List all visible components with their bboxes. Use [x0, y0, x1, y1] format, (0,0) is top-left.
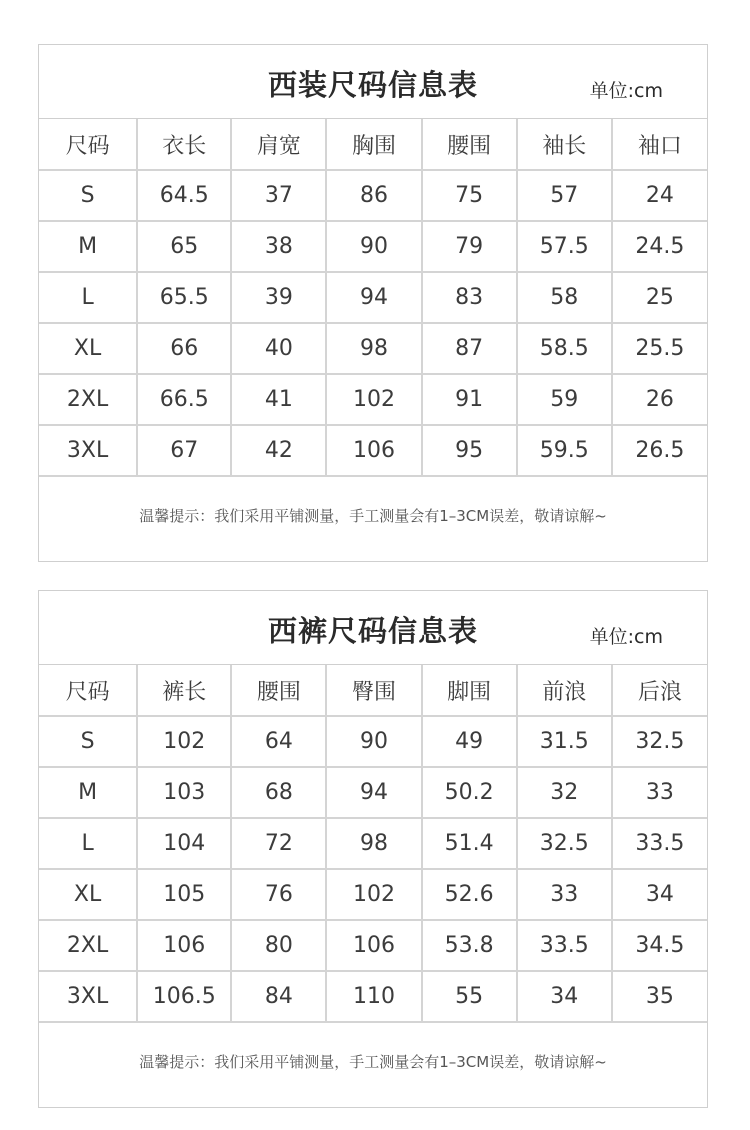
table-cell: S — [39, 716, 137, 767]
table-cell: M — [39, 221, 137, 272]
table-cell: 87 — [422, 323, 517, 374]
table-cell: 33 — [612, 767, 707, 818]
table-row — [39, 170, 707, 221]
table-cell: 42 — [231, 425, 326, 476]
table-cell: 41 — [231, 374, 326, 425]
table-cell: 34 — [612, 869, 707, 920]
table-row — [39, 323, 707, 374]
table-cell: 98 — [326, 818, 421, 869]
table-cell: 33 — [517, 869, 612, 920]
table-row — [39, 818, 707, 869]
suit-card-header — [39, 45, 707, 119]
table-cell: 31.5 — [517, 716, 612, 767]
table-cell: 3XL — [39, 971, 137, 1022]
table-row — [39, 869, 707, 920]
table-cell: 32 — [517, 767, 612, 818]
column-header: 胸围 — [326, 119, 421, 170]
table-cell: 102 — [137, 716, 231, 767]
table-cell: L — [39, 272, 137, 323]
table-cell: 33.5 — [517, 920, 612, 971]
table-cell: 34.5 — [612, 920, 707, 971]
table-cell: XL — [39, 323, 137, 374]
table-cell: 37 — [231, 170, 326, 221]
column-header: 腰围 — [231, 665, 326, 716]
table-cell: 75 — [422, 170, 517, 221]
table-cell: 98 — [326, 323, 421, 374]
table-cell: 57 — [517, 170, 612, 221]
suit-measurement-note: 温馨提示：我们采用平铺测量，手工测量会有1–3CM误差，敬请谅解~ — [139, 507, 607, 525]
table-cell: L — [39, 818, 137, 869]
table-cell: 53.8 — [422, 920, 517, 971]
table-cell: 2XL — [39, 920, 137, 971]
table-cell: 40 — [231, 323, 326, 374]
pants-card-unit: 单位:cm — [589, 626, 663, 648]
suit-card-unit: 单位:cm — [589, 80, 663, 102]
table-cell: 24.5 — [612, 221, 707, 272]
table-cell: XL — [39, 869, 137, 920]
table-cell: 64 — [231, 716, 326, 767]
table-cell: 25.5 — [612, 323, 707, 374]
table-cell: 26.5 — [612, 425, 707, 476]
table-cell: 84 — [231, 971, 326, 1022]
column-header: 前浪 — [517, 665, 612, 716]
table-cell: 105 — [137, 869, 231, 920]
table-header-row — [39, 119, 707, 170]
table-cell: 2XL — [39, 374, 137, 425]
table-header-row — [39, 665, 707, 716]
pants-size-table — [39, 665, 707, 1023]
table-cell: 51.4 — [422, 818, 517, 869]
table-cell: 83 — [422, 272, 517, 323]
pants-card-title: 西裤尺码信息表 — [267, 614, 478, 648]
table-cell: 94 — [326, 272, 421, 323]
table-row — [39, 971, 707, 1022]
table-cell: 91 — [422, 374, 517, 425]
table-cell: 76 — [231, 869, 326, 920]
column-header: 腰围 — [422, 119, 517, 170]
table-row — [39, 425, 707, 476]
table-cell: 90 — [326, 716, 421, 767]
table-cell: 32.5 — [612, 716, 707, 767]
table-cell: 59.5 — [517, 425, 612, 476]
table-cell: 58 — [517, 272, 612, 323]
table-cell: 57.5 — [517, 221, 612, 272]
table-cell: 64.5 — [137, 170, 231, 221]
table-cell: 65.5 — [137, 272, 231, 323]
table-cell: 110 — [326, 971, 421, 1022]
table-cell: S — [39, 170, 137, 221]
table-cell: 67 — [137, 425, 231, 476]
column-header: 臀围 — [326, 665, 421, 716]
column-header: 肩宽 — [231, 119, 326, 170]
suit-size-card — [38, 44, 708, 562]
table-row — [39, 920, 707, 971]
table-cell: 59 — [517, 374, 612, 425]
column-header: 尺码 — [39, 119, 137, 170]
table-row — [39, 221, 707, 272]
table-cell: 33.5 — [612, 818, 707, 869]
column-header: 脚围 — [422, 665, 517, 716]
table-row — [39, 716, 707, 767]
table-cell: 66 — [137, 323, 231, 374]
table-cell: 66.5 — [137, 374, 231, 425]
table-cell: 34 — [517, 971, 612, 1022]
column-header: 袖口 — [612, 119, 707, 170]
suit-size-table — [39, 119, 707, 477]
table-cell: 80 — [231, 920, 326, 971]
table-cell: 50.2 — [422, 767, 517, 818]
table-cell: 94 — [326, 767, 421, 818]
table-cell: 68 — [231, 767, 326, 818]
column-header: 后浪 — [612, 665, 707, 716]
table-cell: 38 — [231, 221, 326, 272]
table-cell: 104 — [137, 818, 231, 869]
table-cell: 35 — [612, 971, 707, 1022]
column-header: 裤长 — [137, 665, 231, 716]
pants-measurement-note: 温馨提示：我们采用平铺测量，手工测量会有1–3CM误差，敬请谅解~ — [139, 1053, 607, 1071]
table-cell: 72 — [231, 818, 326, 869]
pants-card-header — [39, 591, 707, 665]
table-cell: 26 — [612, 374, 707, 425]
table-cell: 55 — [422, 971, 517, 1022]
table-cell: 86 — [326, 170, 421, 221]
column-header: 袖长 — [517, 119, 612, 170]
table-cell: 106 — [137, 920, 231, 971]
table-cell: 106 — [326, 920, 421, 971]
table-row — [39, 767, 707, 818]
table-cell: 3XL — [39, 425, 137, 476]
pants-size-card — [38, 590, 708, 1108]
table-cell: 95 — [422, 425, 517, 476]
table-row — [39, 374, 707, 425]
table-cell: 102 — [326, 374, 421, 425]
table-cell: 106.5 — [137, 971, 231, 1022]
table-cell: 39 — [231, 272, 326, 323]
table-cell: 58.5 — [517, 323, 612, 374]
table-cell: 106 — [326, 425, 421, 476]
table-cell: 103 — [137, 767, 231, 818]
table-row — [39, 272, 707, 323]
table-cell: 32.5 — [517, 818, 612, 869]
table-cell: 79 — [422, 221, 517, 272]
table-cell: 65 — [137, 221, 231, 272]
table-cell: 49 — [422, 716, 517, 767]
table-cell: 90 — [326, 221, 421, 272]
suit-card-title: 西装尺码信息表 — [267, 68, 478, 102]
table-cell: 102 — [326, 869, 421, 920]
table-cell: 25 — [612, 272, 707, 323]
column-header: 衣长 — [137, 119, 231, 170]
column-header: 尺码 — [39, 665, 137, 716]
table-cell: M — [39, 767, 137, 818]
table-cell: 24 — [612, 170, 707, 221]
table-cell: 52.6 — [422, 869, 517, 920]
